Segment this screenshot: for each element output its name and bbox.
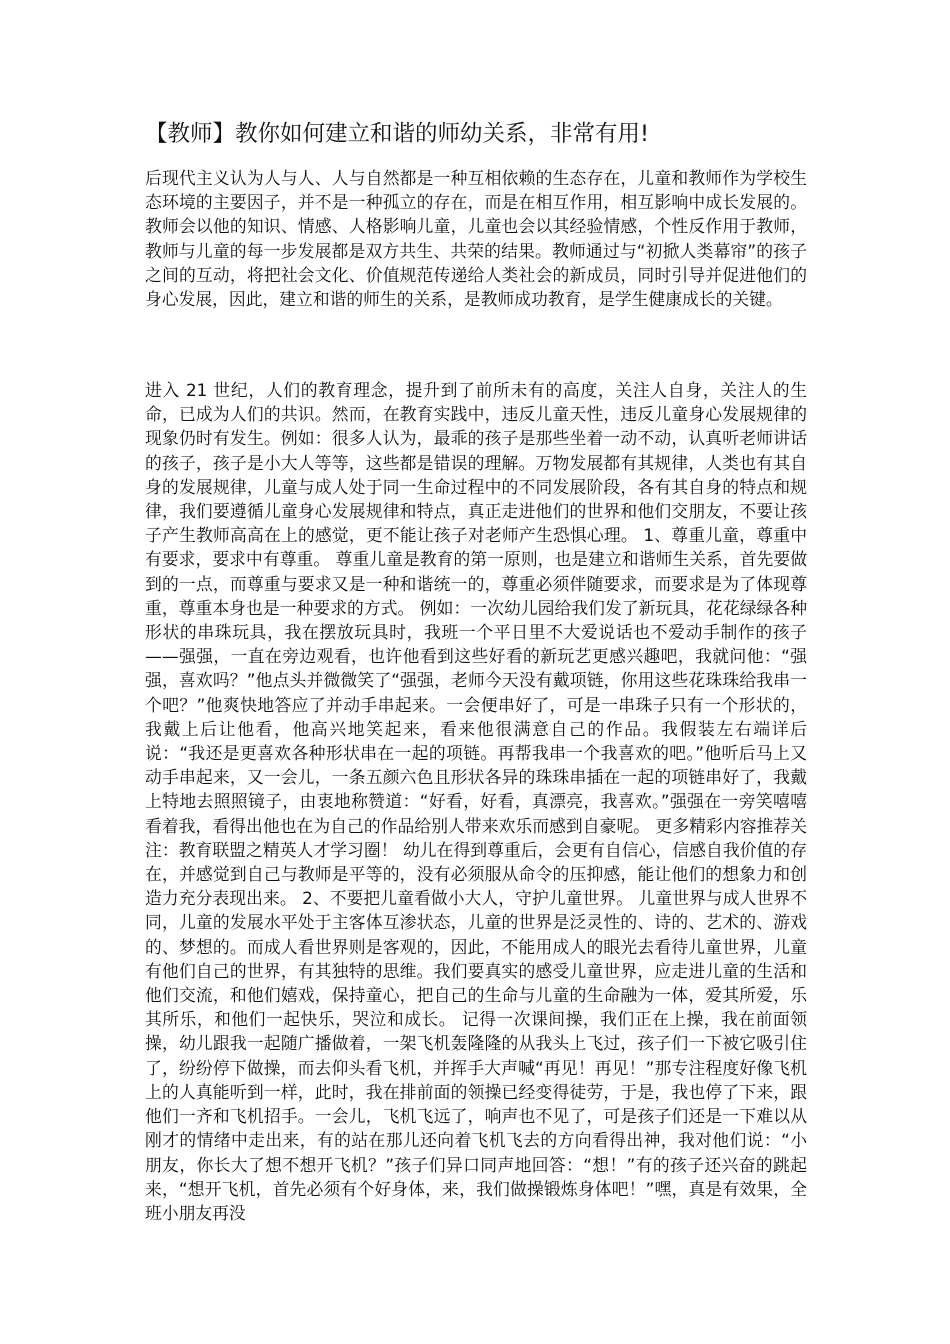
body-paragraph-main: 进入 21 世纪，人们的教育理念，提升到了前所未有的高度，关注人自身，关注人的生命，已成为人们的共识。然而，在教育实践中，违反儿童天性，违反儿童身心发展规律的现象仍时有发生。例如：很多人认为，最乖的孩子是那些坐着一动不动，认真听老师讲话的孩子，孩子是小大人等等，这些都是错误的理解。万物发展都有其规律，人类也有其自身的发展规律，儿童与成人处于同一生命过程中的不同发展阶段，各有其自身的特点和规律，我们要遵循儿童身心发展规律和特点，真正走进他们的世界和他们交朋友，不要让孩子产生教师高高在上的感觉，更不能让孩子对老师产生恐惧心理。 1、尊重儿童，尊重中有要求，要求中有尊重。 尊重儿童是教育的第一原则，也是建立和谐师生关系，首先要做到的一点，而尊重与要求又是一种和谐统一的，尊重必须伴随要求，而要求是为了体现尊重，尊重本身也是一种要求的方式。 例如：一次幼儿园给我们发了新玩具，花花绿绿各种形状的串珠玩具，我在摆放玩具时，我班一个平日里不大爱说话也不爱动手制作的孩子——强强，一直在旁边观看，也许他看到这些好看的新玩艺更感兴趣吧，我就问他：“强强，喜欢吗？”他点头并微微笑了“强强，老师今天没有戴项链，你用这些花珠珠给我串一个吧？”他爽快地答应了并动手串起来。一会便串好了，可是一串珠子只有一个形状的，我戴上后让他看，他高兴地笑起来，看来他很满意自己的作品。我假装左右端详后说：“我还是更喜欢各种形状串在一起的项链。再帮我串一个我喜欢的吧。”他听后马上又动手串起来，又一会儿，一条五颜六色且形状各异的珠珠串插在一起的项链串好了，我戴上特地去照照镜子，由衷地称赞道：“好看，好看，真漂亮，我喜欢。”强强在一旁笑嘻嘻看着我，看得出他也在为自己的作品给别人带来欢乐而感到自豪呢。 更多精彩内容推荐关注：教育联盟之精英人才学习圈！ 幼儿在得到尊重后，会更有自信心，信感自我价值的存在，并感觉到自己与教师是平等的，没有必须服从命令的压抑感，能让他们的想象力和创造力充分表现出来。 2、不要把儿童看做小大人，守护儿童世界。 儿童世界与成人世界不同，儿童的发展水平处于主客体互渗状态，儿童的世界是泛灵性的、诗的、艺术的、游戏的、梦想的。而成人看世界则是客观的，因此，不能用成人的眼光去看待儿童世界，儿童有他们自己的世界，有其独特的思维。我们要真实的感受儿童世界，应走进儿童的生活和他们交流，和他们嬉戏，保持童心，把自己的生命与儿童的生命融为一体，爱其所爱，乐其所乐，和他们一起快乐，哭泣和成长。 记得一次课间操，我们正在上操，我在前面领操，幼儿跟我一起随广播做着，一架飞机轰隆隆的从我头上飞过，孩子们一下被它吸引住了，纷纷停下做操，而去仰头看飞机，并挥手大声喊“再见！再见！”那专注程度好像飞机上的人真能听到一样，此时，我在排前面的领操已经变得徒劳，于是，我也停了下来，跟他们一齐和飞机招手。一会儿，飞机飞远了，响声也不见了，可是孩子们还是一下难以从刚才的情绪中走出来，有的站在那儿还向着飞机飞去的方向看得出神，我对他们说：“小朋友，你长大了想不想开飞机？”孩子们异口同声地回答：“想！”有的孩子还兴奋的跳起来，“想开飞机，首先必须有个好身体，来，我们做操锻炼身体吧！”嘿，真是有效果，全班小朋友再没	[145, 380, 807, 1223]
document-title: 【教师】教你如何建立和谐的师幼关系，非常有用!	[145, 121, 650, 147]
body-paragraph-intro: 后现代主义认为人与人、人与自然都是一种互相依赖的生态存在，儿童和教师作为学校生态环境的主要因子，并不是一种孤立的存在，而是在相互作用，相互影响中成长发展的。教师会以他的知识、情感、人格影响儿童，儿童也会以其经验情感，个性反作用于教师，教师与儿童的每一步发展都是双方共生、共荣的结果。教师通过与“初掀人类幕帘”的孩子之间的互动，将把社会文化、价值规范传递给人类社会的新成员，同时引导并促进他们的身心发展，因此，建立和谐的师生的关系，是教师成功教育，是学生健康成长的关键。	[145, 168, 807, 310]
